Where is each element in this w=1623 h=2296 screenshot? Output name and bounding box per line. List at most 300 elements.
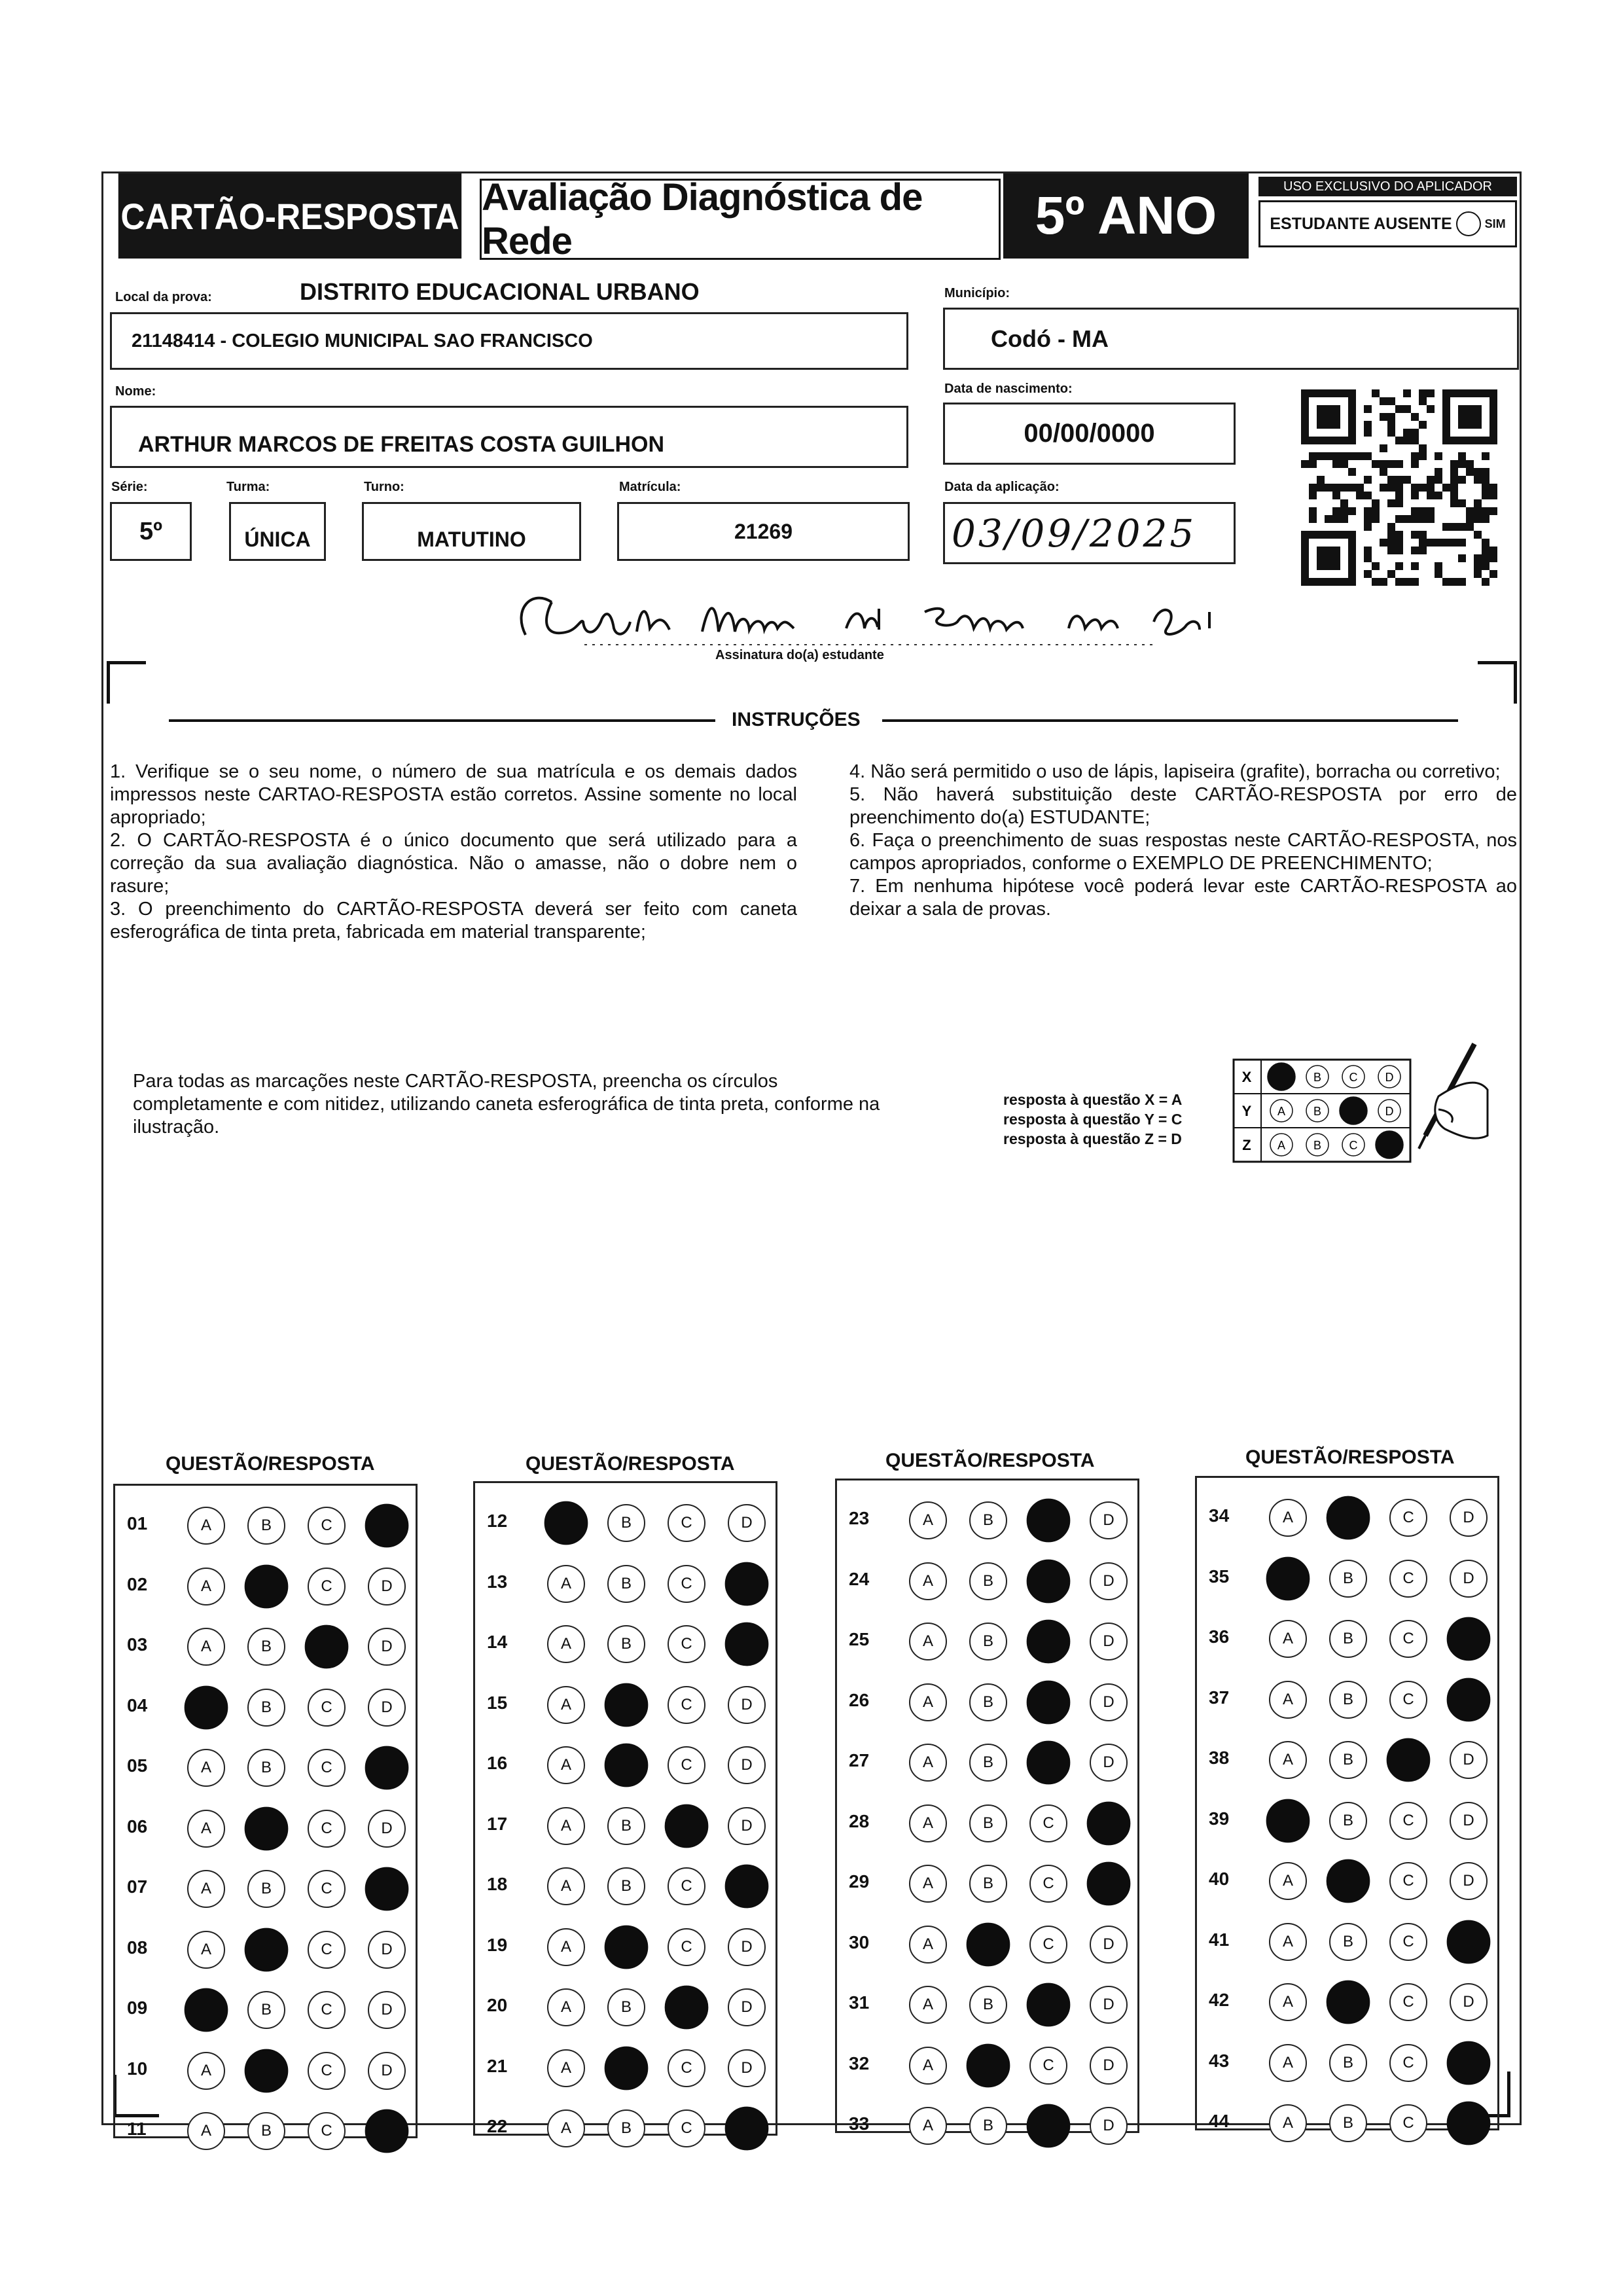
qr-module <box>1309 492 1317 499</box>
option-bubble-d[interactable]: D <box>1090 1623 1128 1660</box>
qr-module <box>1419 484 1427 492</box>
option-bubble-d[interactable]: D <box>1450 1802 1488 1840</box>
option-bubble-a[interactable]: A <box>547 1867 585 1905</box>
example-bubble-letter: A <box>1277 1139 1286 1152</box>
qr-module <box>1474 476 1482 484</box>
qr-module <box>1442 539 1450 547</box>
absent-bubble[interactable] <box>1456 211 1481 236</box>
qr-module <box>1395 476 1403 484</box>
option-bubble-d[interactable] <box>1447 1617 1491 1661</box>
qr-module <box>1380 413 1387 421</box>
example-bubble-letter: A <box>1277 1105 1286 1118</box>
pen-hand-icon <box>1399 1037 1491 1168</box>
option-bubble-c[interactable] <box>665 1986 709 2030</box>
option-bubble-b[interactable]: B <box>1329 1681 1367 1719</box>
option-bubble-b[interactable]: B <box>1329 1560 1367 1598</box>
option-bubble-b[interactable] <box>1327 1859 1370 1903</box>
option-bubble-d[interactable]: D <box>728 1504 766 1542</box>
option-bubble-b[interactable]: B <box>247 1689 285 1727</box>
option-bubble-c[interactable]: C <box>668 1625 705 1663</box>
qr-module <box>1380 539 1387 547</box>
answer-row <box>1197 1854 1497 1900</box>
option-bubble-c[interactable]: C <box>308 1507 346 1545</box>
option-bubble-c[interactable]: C <box>668 1686 705 1724</box>
fill-example-grid <box>1232 1058 1416 1163</box>
qr-module <box>1466 523 1474 531</box>
option-bubble-a[interactable]: A <box>187 1507 225 1545</box>
option-bubble-a[interactable] <box>544 1501 588 1545</box>
option-bubble-c[interactable]: C <box>308 1810 346 1848</box>
example-bubble-letter: B <box>1313 1139 1322 1152</box>
option-bubble-d[interactable] <box>725 1623 769 1666</box>
question-number: 02 <box>127 1573 148 1594</box>
option-bubble-a[interactable] <box>185 1988 228 2032</box>
option-bubble-d[interactable]: D <box>368 1931 406 1969</box>
answer-card-sheet <box>101 171 1522 2140</box>
option-bubble-d[interactable] <box>1447 2102 1491 2145</box>
qr-module <box>1325 515 1332 523</box>
answer-row <box>115 1499 416 1545</box>
option-bubble-d[interactable]: D <box>1090 1744 1128 1782</box>
option-bubble-c[interactable]: C <box>1389 1862 1427 1900</box>
question-number: 33 <box>849 2113 870 2134</box>
option-bubble-d[interactable] <box>1447 1677 1491 1721</box>
option-bubble-c[interactable]: C <box>308 2052 346 2090</box>
qr-module <box>1380 444 1387 452</box>
option-bubble-c[interactable]: C <box>308 1749 346 1787</box>
option-bubble-b[interactable]: B <box>1329 1620 1367 1658</box>
qr-module <box>1482 547 1489 554</box>
qr-module <box>1427 484 1435 492</box>
option-bubble-a[interactable]: A <box>909 1683 947 1721</box>
option-bubble-d[interactable] <box>1447 2041 1491 2085</box>
question-number: 44 <box>1209 2111 1230 2131</box>
question-number: 34 <box>1209 1505 1230 1526</box>
answer-row <box>1197 2036 1497 2082</box>
option-bubble-a[interactable]: A <box>909 1623 947 1660</box>
qr-module <box>1403 578 1411 586</box>
qr-module <box>1340 452 1348 460</box>
option-bubble-a[interactable]: A <box>187 1628 225 1666</box>
answer-row <box>1197 1612 1497 1658</box>
qr-module <box>1411 413 1419 421</box>
qr-module <box>1482 578 1489 586</box>
option-bubble-d[interactable]: D <box>368 1810 406 1848</box>
option-bubble-d[interactable]: D <box>1450 1862 1488 1900</box>
option-bubble-b[interactable] <box>967 2043 1010 2087</box>
option-bubble-c[interactable]: C <box>1389 1499 1427 1537</box>
option-bubble-a[interactable]: A <box>909 1926 947 1964</box>
question-number: 09 <box>127 1998 148 2018</box>
question-number: 43 <box>1209 2050 1230 2071</box>
answer-row <box>475 2041 776 2087</box>
option-bubble-b[interactable]: B <box>607 1807 645 1845</box>
option-bubble-a[interactable]: A <box>1269 1862 1307 1900</box>
option-bubble-a[interactable]: A <box>1269 1741 1307 1779</box>
question-number: 05 <box>127 1755 148 1776</box>
option-bubble-b[interactable]: B <box>969 2107 1007 2145</box>
option-bubble-d[interactable]: D <box>728 1988 766 2026</box>
option-bubble-a[interactable]: A <box>1269 2044 1307 2082</box>
option-bubble-a[interactable]: A <box>1269 1681 1307 1719</box>
qr-finder <box>1317 405 1340 429</box>
option-bubble-b[interactable]: B <box>969 1744 1007 1782</box>
absent-student-field <box>1258 200 1517 247</box>
option-bubble-b[interactable]: B <box>969 1683 1007 1721</box>
answer-column-3 <box>835 1479 1139 2133</box>
qr-module <box>1450 499 1458 507</box>
option-bubble-a[interactable]: A <box>187 1810 225 1848</box>
option-bubble-b[interactable] <box>605 1744 649 1787</box>
answer-row <box>837 1494 1137 1539</box>
qr-module <box>1387 547 1395 554</box>
option-bubble-a[interactable]: A <box>1269 2104 1307 2142</box>
option-bubble-d[interactable] <box>1087 1862 1131 1906</box>
option-bubble-a[interactable]: A <box>1269 1499 1307 1537</box>
option-bubble-b[interactable]: B <box>969 1865 1007 1903</box>
option-bubble-c[interactable]: C <box>1389 2044 1427 2082</box>
option-bubble-a[interactable]: A <box>1269 1983 1307 2021</box>
answer-row <box>837 2039 1137 2085</box>
option-bubble-c[interactable] <box>1387 1738 1431 1782</box>
qr-module <box>1474 507 1482 515</box>
option-bubble-a[interactable]: A <box>187 1870 225 1908</box>
question-number: 14 <box>487 1632 508 1652</box>
option-bubble-c[interactable]: C <box>668 2049 705 2087</box>
matricula-label: Matrícula: <box>619 480 681 494</box>
option-bubble-a[interactable]: A <box>909 1865 947 1903</box>
option-bubble-a[interactable]: A <box>1269 1620 1307 1658</box>
option-bubble-b[interactable] <box>245 1564 289 1608</box>
option-bubble-a[interactable]: A <box>187 2112 225 2150</box>
option-bubble-a[interactable]: A <box>909 1501 947 1539</box>
option-bubble-a[interactable]: A <box>1269 1923 1307 1961</box>
qr-module <box>1395 484 1403 492</box>
option-bubble-b[interactable]: B <box>1329 1802 1367 1840</box>
option-bubble-b[interactable]: B <box>1329 2044 1367 2082</box>
option-bubble-c[interactable]: C <box>308 1931 346 1969</box>
option-bubble-b[interactable]: B <box>247 2112 285 2150</box>
option-bubble-a[interactable] <box>1266 1556 1310 1600</box>
option-bubble-d[interactable]: D <box>368 1568 406 1605</box>
option-bubble-d[interactable]: D <box>728 2049 766 2087</box>
option-bubble-b[interactable]: B <box>969 1623 1007 1660</box>
option-bubble-a[interactable]: A <box>547 1928 585 1966</box>
qr-module <box>1395 578 1403 586</box>
qr-module <box>1419 547 1427 554</box>
option-bubble-d[interactable]: D <box>1090 2047 1128 2085</box>
option-bubble-d[interactable]: D <box>368 2052 406 2090</box>
matricula-value: 21269 <box>734 519 793 543</box>
nome-field <box>110 406 908 468</box>
option-bubble-c[interactable]: C <box>668 1867 705 1905</box>
option-bubble-d[interactable]: D <box>1090 2107 1128 2145</box>
option-bubble-c[interactable] <box>1027 1620 1071 1664</box>
question-number: 37 <box>1209 1687 1230 1708</box>
option-bubble-c[interactable]: C <box>668 1565 705 1603</box>
option-bubble-d[interactable]: D <box>1450 1983 1488 2021</box>
qr-module <box>1427 389 1435 397</box>
option-bubble-c[interactable]: C <box>668 2109 705 2147</box>
option-bubble-a[interactable]: A <box>547 1565 585 1603</box>
option-bubble-c[interactable]: C <box>668 1746 705 1784</box>
option-bubble-b[interactable]: B <box>247 1507 285 1545</box>
option-bubble-c[interactable]: C <box>308 2112 346 2150</box>
option-bubble-b[interactable]: B <box>969 1986 1007 2024</box>
qr-module <box>1364 523 1372 531</box>
example-row-label: Z <box>1242 1137 1251 1153</box>
answer-row <box>475 1617 776 1663</box>
option-bubble-d[interactable]: D <box>1450 1741 1488 1779</box>
option-bubble-c[interactable]: C <box>308 1991 346 2029</box>
option-bubble-b[interactable]: B <box>1329 2104 1367 2142</box>
nascimento-field <box>943 403 1236 465</box>
option-bubble-b[interactable] <box>1327 1981 1370 2024</box>
qr-module <box>1482 507 1489 515</box>
option-bubble-c[interactable]: C <box>1389 2104 1427 2142</box>
turma-field <box>229 502 326 561</box>
qr-module <box>1442 578 1450 586</box>
question-number: 10 <box>127 2058 148 2079</box>
option-bubble-d[interactable]: D <box>1090 1926 1128 1964</box>
question-number: 12 <box>487 1511 508 1531</box>
option-bubble-a[interactable]: A <box>909 1804 947 1842</box>
qr-module <box>1364 570 1372 578</box>
qr-module <box>1458 476 1466 484</box>
example-row-label: Y <box>1241 1103 1252 1119</box>
qr-module <box>1387 413 1395 421</box>
question-number: 35 <box>1209 1566 1230 1587</box>
option-bubble-c[interactable]: C <box>1389 1681 1427 1719</box>
aplicacao-value: 03/09/2025 <box>952 511 1197 556</box>
option-bubble-b[interactable] <box>605 1683 649 1727</box>
option-bubble-d[interactable]: D <box>728 1928 766 1966</box>
option-bubble-a[interactable]: A <box>187 1568 225 1605</box>
option-bubble-c[interactable] <box>1027 1499 1071 1543</box>
option-bubble-a[interactable]: A <box>909 2047 947 2085</box>
option-bubble-b[interactable]: B <box>607 2109 645 2147</box>
option-bubble-d[interactable]: D <box>728 1686 766 1724</box>
question-number: 39 <box>1209 1808 1230 1829</box>
qr-module <box>1435 539 1442 547</box>
option-bubble-b[interactable]: B <box>1329 1741 1367 1779</box>
option-bubble-d[interactable] <box>365 1746 409 1790</box>
option-bubble-a[interactable]: A <box>909 1744 947 1782</box>
option-bubble-d[interactable]: D <box>368 1628 406 1666</box>
option-bubble-b[interactable]: B <box>607 1625 645 1663</box>
option-bubble-a[interactable]: A <box>547 1746 585 1784</box>
option-bubble-a[interactable]: A <box>187 2052 225 2090</box>
option-bubble-a[interactable]: A <box>909 1986 947 2024</box>
option-bubble-c[interactable] <box>665 1804 709 1848</box>
qr-module <box>1364 492 1372 499</box>
option-bubble-b[interactable] <box>605 2046 649 2090</box>
option-bubble-d[interactable] <box>725 1865 769 1909</box>
qr-module <box>1332 515 1340 523</box>
option-bubble-b[interactable]: B <box>607 1988 645 2026</box>
option-bubble-c[interactable]: C <box>668 1928 705 1966</box>
qr-module <box>1466 468 1474 476</box>
option-bubble-b[interactable] <box>245 1928 289 1971</box>
option-bubble-d[interactable] <box>365 1867 409 1911</box>
option-bubble-d[interactable] <box>1087 1801 1131 1845</box>
qr-module <box>1458 452 1466 460</box>
option-bubble-a[interactable]: A <box>909 2107 947 2145</box>
answer-row <box>475 1738 776 1784</box>
option-bubble-b[interactable] <box>245 2049 289 2092</box>
qr-module <box>1356 492 1364 499</box>
option-bubble-b[interactable] <box>1327 1496 1370 1540</box>
option-bubble-c[interactable]: C <box>668 1504 705 1542</box>
qr-module <box>1450 578 1458 586</box>
option-bubble-d[interactable]: D <box>1450 1499 1488 1537</box>
sim-label: SIM <box>1484 217 1506 230</box>
option-bubble-b[interactable]: B <box>247 1628 285 1666</box>
option-bubble-b[interactable]: B <box>247 1749 285 1787</box>
option-bubble-c[interactable] <box>1027 1983 1071 2027</box>
option-bubble-c[interactable]: C <box>308 1689 346 1727</box>
instruction-5: 5. Não haverá substituição deste CARTÃO-RESPOSTA por erro de preenchimento do(a) ESTUDANTE; <box>849 784 1517 828</box>
option-bubble-d[interactable]: D <box>368 1991 406 2029</box>
qr-module <box>1474 562 1482 570</box>
example-bubble-letter: C <box>1349 1139 1358 1152</box>
instruction-1: 1. Verifique se o seu nome, o número de sua matrícula e os demais dados impressos neste CARTAO-RESPOSTA estão corretos. Assine somente no local apropriado; <box>110 761 797 828</box>
option-bubble-c[interactable] <box>1027 1559 1071 1603</box>
option-bubble-c[interactable] <box>1027 1680 1071 1724</box>
answer-row <box>837 2099 1137 2145</box>
option-bubble-a[interactable] <box>185 1685 228 1729</box>
option-bubble-a[interactable]: A <box>187 1749 225 1787</box>
question-number: 03 <box>127 1634 148 1655</box>
option-bubble-b[interactable]: B <box>247 1991 285 2029</box>
instr-rule-left <box>169 719 715 722</box>
answer-row <box>475 1981 776 2026</box>
option-bubble-d[interactable] <box>725 2107 769 2151</box>
assessment-title: Avaliação Diagnóstica de Rede <box>480 179 1001 260</box>
qr-module <box>1427 405 1435 413</box>
question-number: 36 <box>1209 1626 1230 1647</box>
answer-row <box>837 1736 1137 1782</box>
option-bubble-c[interactable]: C <box>1029 1804 1067 1842</box>
option-bubble-a[interactable]: A <box>547 1988 585 2026</box>
option-bubble-b[interactable]: B <box>607 1504 645 1542</box>
option-bubble-a[interactable]: A <box>187 1931 225 1969</box>
qr-module <box>1395 547 1403 554</box>
option-bubble-a[interactable]: A <box>547 1807 585 1845</box>
option-bubble-b[interactable]: B <box>1329 1923 1367 1961</box>
serie-label: Série: <box>111 480 148 494</box>
option-bubble-b[interactable] <box>245 1806 289 1850</box>
option-bubble-d[interactable]: D <box>728 1746 766 1784</box>
option-bubble-c[interactable] <box>305 1625 349 1669</box>
qr-module <box>1411 492 1419 499</box>
option-bubble-c[interactable]: C <box>308 1870 346 1908</box>
card-title: CARTÃO-RESPOSTA <box>118 173 461 259</box>
option-bubble-b[interactable]: B <box>247 1870 285 1908</box>
option-bubble-c[interactable]: C <box>1389 1560 1427 1598</box>
option-bubble-b[interactable] <box>605 1925 649 1969</box>
answer-row <box>1197 2096 1497 2142</box>
option-bubble-d[interactable] <box>725 1562 769 1605</box>
option-bubble-c[interactable]: C <box>1389 1802 1427 1840</box>
qr-module <box>1435 476 1442 484</box>
qr-module <box>1450 476 1458 484</box>
turno-value: MATUTINO <box>417 527 526 551</box>
qr-module <box>1474 570 1482 578</box>
qr-module <box>1427 492 1435 499</box>
option-bubble-c[interactable]: C <box>1389 1983 1427 2021</box>
option-bubble-d[interactable] <box>1447 1920 1491 1964</box>
option-bubble-b[interactable] <box>967 1922 1010 1966</box>
qr-module <box>1340 460 1348 468</box>
option-bubble-b[interactable]: B <box>607 1565 645 1603</box>
option-bubble-a[interactable]: A <box>909 1562 947 1600</box>
option-bubble-a[interactable]: A <box>547 2109 585 2147</box>
applicator-label: USO EXCLUSIVO DO APLICADOR <box>1258 177 1517 196</box>
option-bubble-b[interactable]: B <box>969 1562 1007 1600</box>
option-bubble-d[interactable] <box>365 1504 409 1548</box>
answer-row <box>837 1615 1137 1660</box>
answer-row <box>115 2104 416 2150</box>
qr-module <box>1395 539 1403 547</box>
qr-module <box>1419 531 1427 539</box>
option-bubble-d[interactable]: D <box>1090 1683 1128 1721</box>
option-bubble-d[interactable]: D <box>368 1689 406 1727</box>
option-bubble-a[interactable]: A <box>547 1625 585 1663</box>
qr-module <box>1380 484 1387 492</box>
qr-module <box>1364 405 1372 413</box>
qr-module <box>1474 468 1482 476</box>
qr-module <box>1489 507 1497 515</box>
qr-module <box>1356 452 1364 460</box>
qr-module <box>1482 539 1489 547</box>
qr-module <box>1474 515 1482 523</box>
option-bubble-d[interactable]: D <box>1090 1562 1128 1600</box>
qr-module <box>1419 389 1427 397</box>
example-bubble-letter: B <box>1313 1071 1322 1084</box>
option-bubble-c[interactable]: C <box>1389 1923 1427 1961</box>
qr-module <box>1403 515 1411 523</box>
answer-row <box>475 1859 776 1905</box>
question-number: 22 <box>487 2116 508 2136</box>
option-bubble-d[interactable] <box>365 2109 409 2153</box>
option-bubble-c[interactable]: C <box>1029 1926 1067 1964</box>
option-bubble-c[interactable]: C <box>1029 1865 1067 1903</box>
option-bubble-d[interactable]: D <box>1450 1560 1488 1598</box>
signature-label: Assinatura do(a) estudante <box>715 648 884 662</box>
option-bubble-c[interactable]: C <box>308 1568 346 1605</box>
option-bubble-c[interactable]: C <box>1029 2047 1067 2085</box>
option-bubble-b[interactable]: B <box>607 1867 645 1905</box>
option-bubble-a[interactable]: A <box>547 1686 585 1724</box>
qr-module <box>1372 499 1380 507</box>
option-bubble-d[interactable]: D <box>728 1807 766 1845</box>
option-bubble-b[interactable]: B <box>969 1804 1007 1842</box>
option-bubble-b[interactable]: B <box>969 1501 1007 1539</box>
answer-row <box>475 1920 776 1966</box>
qr-module <box>1395 405 1403 413</box>
option-bubble-a[interactable]: A <box>547 2049 585 2087</box>
instructions-title: INSTRUÇÕES <box>732 709 861 730</box>
option-bubble-c[interactable] <box>1027 2104 1071 2148</box>
qr-module <box>1309 515 1317 523</box>
option-bubble-a[interactable] <box>1266 1799 1310 1842</box>
option-bubble-c[interactable] <box>1027 1741 1071 1785</box>
option-bubble-d[interactable]: D <box>1090 1986 1128 2024</box>
option-bubble-d[interactable]: D <box>1090 1501 1128 1539</box>
option-bubble-c[interactable]: C <box>1389 1620 1427 1658</box>
qr-code <box>1301 389 1497 586</box>
